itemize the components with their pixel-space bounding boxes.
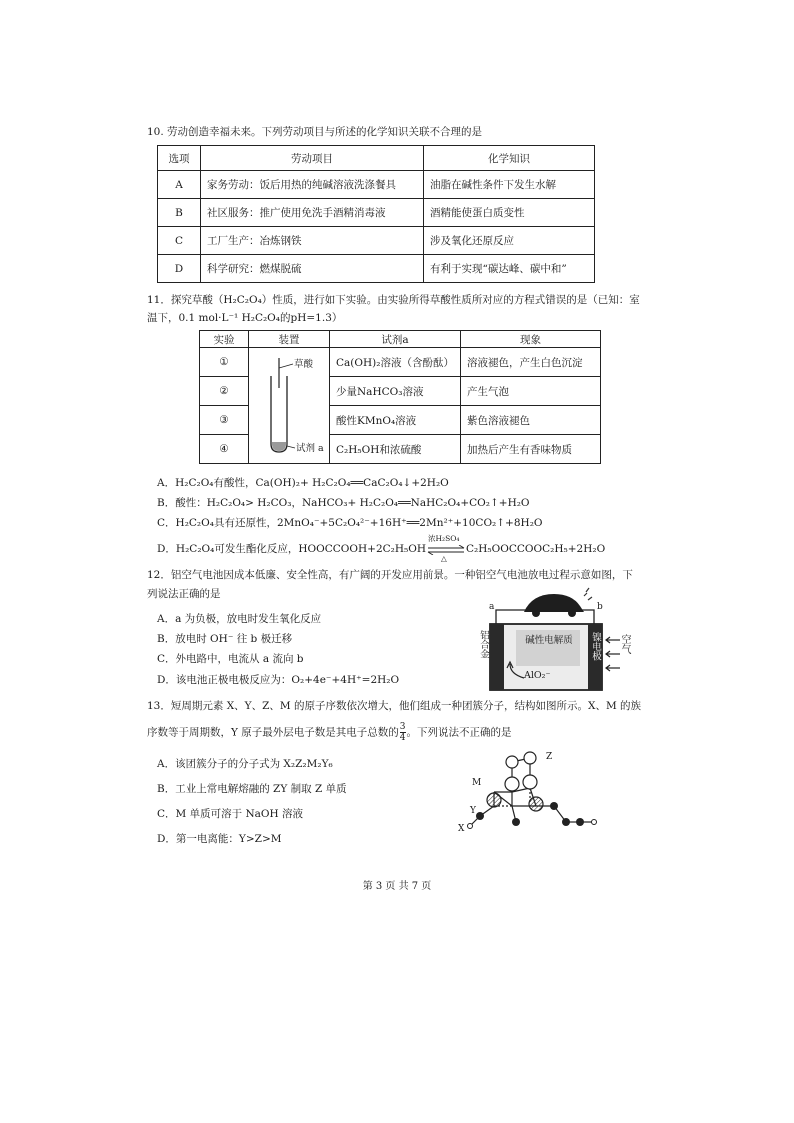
apparatus-label-bottom: 试剂 a [296,443,324,454]
table-row [158,171,595,199]
table-cell: 科学研究：燃煤脱硫 [201,255,424,283]
q10-table [157,145,595,283]
q13-stem-line1: 13．短周期元素 X、Y、Z、M 的原子序数依次增大，他们组成一种团簇分子，结构如图所示。X、M 的族 [147,700,642,712]
table-cell: 紫色溶液褪色 [460,406,600,435]
ion-label: AlO₂⁻ [524,670,551,681]
q10-stem: 10. 劳动创造幸福未来。下列劳动项目与所述的化学知识关联不合理的是 [147,126,483,138]
label-b: b [597,602,603,612]
left-electrode-label: 铝合金 [478,630,489,659]
q12-option-a: A．a 为负极，放电时发生氧化反应 [157,613,322,625]
q11-option-d [157,534,606,563]
arrow-condition-top: 浓H₂SO₄ [428,534,460,543]
q12-option-c: C．外电路中，电流从 a 流向 b [157,653,304,665]
fraction [400,722,406,743]
q11-stem-line1: 11．探究草酸（H₂C₂O₄）性质，进行如下实验。由实验所得草酸性质所对应的方程式错误的是（已知：室 [147,294,640,306]
q11-option-b: B．酸性：H₂C₂O₄> H₂CO₃，NaHCO₃+ H₂C₂O₄══NaHC₂O₄+CO₂↑+H₂O [157,497,530,509]
table-header: 劳动项目 [201,146,424,171]
q11-table [199,330,601,464]
q12-stem-line1: 12．铝空气电池因成本低廉、安全性高，有广阔的开发应用前景。一种铝空气电池放电过程示意如图，下 [147,569,633,581]
table-row [158,227,595,255]
table-cell: A [158,171,201,199]
fraction-denominator: 4 [399,733,406,743]
right-electrode-label: 镍电极 [590,632,601,661]
table-cell: D [158,255,201,283]
table-header-row [158,146,595,171]
table-cell: 油脂在碱性条件下发生水解 [424,171,595,199]
table-cell: 社区服务：推广使用免洗手酒精消毒液 [201,199,424,227]
table-header: 现象 [460,331,600,348]
table-cell: ② [200,377,249,406]
table-cell: ④ [200,435,249,464]
apparatus-label-top: 草酸 [294,359,314,370]
air-label: 空气 [619,634,630,654]
stem-text: 。下列说法不正确的是 [406,726,512,739]
table-cell: 涉及氧化还原反应 [424,227,595,255]
table-cell: 加热后产生有香味物质 [460,435,600,464]
q13-option-a: A．该团簇分子的分子式为 X₂Z₂M₂Y₆ [157,758,333,770]
table-cell: C₂H₅OH和浓硫酸 [330,435,461,464]
table-cell: 有利于实现“碳达峰、碳中和” [424,255,595,283]
label-z: Z [546,752,553,762]
table-cell: 产生气泡 [460,377,600,406]
table-header: 装置 [249,331,330,348]
q11-option-c: C．H₂C₂O₄具有还原性，2MnO₄⁻+5C₂O₄²⁻+16H⁺══2Mn²⁺+10CO₂↑+8H₂O [157,517,543,529]
table-cell: ① [200,348,249,377]
table-header: 选项 [158,146,201,171]
q11-option-a: A．H₂C₂O₄有酸性，Ca(OH)₂+ H₂C₂O₄══CaC₂O₄↓+2H₂O [157,477,449,489]
q11-stem-line2: 温下，0.1 mol·L⁻¹ H₂C₂O₄的pH=1.3） [147,312,343,324]
table-row [200,348,601,377]
table-cell: Ca(OH)₂溶液（含酚酞） [330,348,461,377]
table-header: 化学知识 [424,146,595,171]
table-cell: ③ [200,406,249,435]
table-cell: 酒精能使蛋白质变性 [424,199,595,227]
table-cell: 工厂生产：冶炼钢铁 [201,227,424,255]
table-header-row [200,331,601,348]
table-header: 实验 [200,331,249,348]
table-cell: 家务劳动：饭后用热的纯碱溶液洗涤餐具 [201,171,424,199]
label-x: X [458,824,465,834]
electrolyte-label: 碱性电解质 [525,635,573,646]
table-cell: 溶液褪色，产生白色沉淀 [460,348,600,377]
q12-option-b: B．放电时 OH⁻ 往 b 极迁移 [157,633,293,645]
table-cell: 酸性KMnO₄溶液 [330,406,461,435]
reversible-arrow [426,534,466,563]
table-cell: 少量NaHCO₃溶液 [330,377,461,406]
option-d-prefix: D．H₂C₂O₄可发生酯化反应，HOOCCOOH+2C₂H₅OH [157,543,427,555]
label-y: Y [470,806,476,816]
q13-option-d: D．第一电离能：Y>Z>M [157,833,282,845]
apparatus-cell [249,348,330,464]
table-header: 试剂a [330,331,461,348]
q13-option-b: B．工业上常电解熔融的 ZY 制取 Z 单质 [157,783,347,795]
arrow-condition-bottom: △ [441,554,447,563]
table-row [158,255,595,283]
cluster-molecule-diagram [456,748,616,838]
table-cell: B [158,199,201,227]
stem-text: 序数等于周期数，Y 原子最外层电子数是其电子总数的 [147,726,399,739]
q13-stem-line2 [147,722,512,743]
q12-stem-line2: 列说法正确的是 [147,588,221,600]
page-number: 第 3 页 共 7 页 [362,881,432,892]
label-m: M [472,778,482,788]
label-a: a [489,602,495,612]
battery-diagram [476,582,632,692]
fraction-numerator: 3 [399,722,406,732]
option-d-suffix: C₂H₅OOCCOOC₂H₅+2H₂O [466,543,606,555]
table-row [158,199,595,227]
q12-option-d: D．该电池正极电极反应为：O₂+4e⁻+4H⁺=2H₂O [157,674,400,686]
table-cell: C [158,227,201,255]
q13-option-c: C．M 单质可溶于 NaOH 溶液 [157,808,304,820]
cluster-molecule-graphic [456,748,616,838]
